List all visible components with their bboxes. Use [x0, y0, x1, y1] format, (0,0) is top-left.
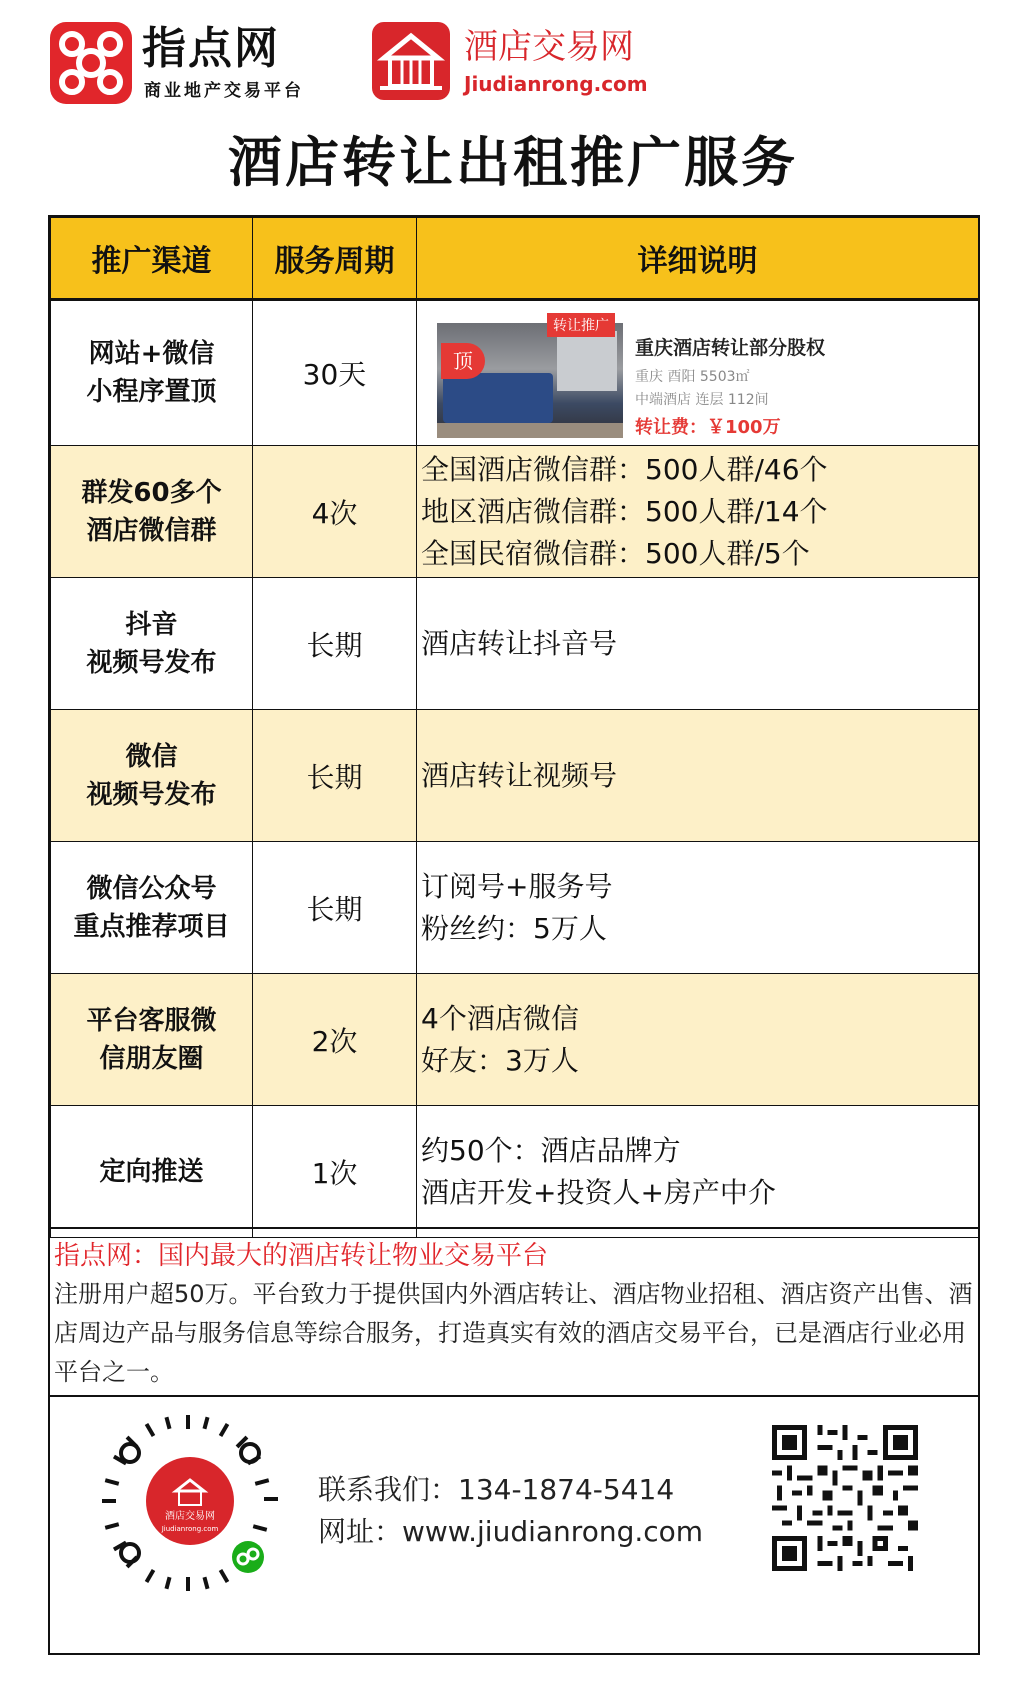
detail-cell [417, 710, 979, 842]
channel-line: 酒店微信群 [86, 515, 217, 546]
service-table-frame [48, 215, 980, 1655]
contact-website[interactable]: 网址：www.jiudianrong.com [318, 1515, 704, 1548]
intro-body: 注册用户超50万。平台致力于提供国内外酒店转让、酒店物业招租、酒店资产出售、酒店周边产品与服务信息等综合服务，打造真实有效的酒店交易平台，已是酒店行业必用平台之一。 [54, 1280, 973, 1386]
platform-intro [50, 1227, 978, 1397]
brand1-tagline: 商业地产交易平台 [144, 81, 304, 101]
brand2-url: Jiudianrong.com [464, 72, 648, 96]
photo-window [557, 331, 617, 391]
channel-line: 信朋友圈 [99, 1043, 204, 1074]
detail-cell [417, 578, 979, 710]
header-detail: 详细说明 [417, 218, 979, 300]
detail-line: 4个酒店微信 [421, 1001, 579, 1035]
detail-line: 约50个：酒店品牌方 [421, 1133, 681, 1167]
detail-line: 订阅号+服务号 [421, 869, 613, 903]
header-cycle: 服务周期 [253, 218, 417, 300]
zhidianwang-logo-icon [50, 22, 132, 104]
channel-line: 小程序置顶 [86, 377, 217, 407]
channel-cell [51, 578, 253, 710]
detail-line: 全国酒店微信群：500人群/46个 [421, 452, 828, 486]
channel-cell [51, 300, 253, 446]
service-table [50, 217, 979, 1238]
jiudianrong-logo [372, 22, 672, 104]
channel-line: 视频号发布 [86, 647, 217, 678]
cycle-cell: 30天 [253, 300, 417, 446]
detail-line: 酒店开发+投资人+房产中介 [421, 1175, 776, 1209]
table-row [51, 1106, 979, 1238]
cycle-cell: 长期 [253, 842, 417, 974]
cycle-cell: 1次 [253, 1106, 417, 1238]
table-row [51, 300, 979, 446]
detail-cell [417, 974, 979, 1106]
cycle-cell: 4次 [253, 446, 417, 578]
detail-line: 酒店转让抖音号 [421, 626, 618, 660]
listing-location: 重庆 酉阳 5503㎡ [635, 369, 750, 385]
channel-line: 视频号发布 [86, 779, 217, 810]
detail-cell [417, 842, 979, 974]
table-row [51, 710, 979, 842]
promo-tag: 转让推广 [547, 313, 615, 337]
mini-program-code[interactable] [100, 1413, 280, 1593]
channel-line: 抖音 [125, 609, 178, 640]
contact-info [318, 1469, 703, 1553]
photo-bench [443, 373, 553, 423]
listing-card[interactable] [437, 313, 978, 438]
qr-code[interactable] [772, 1425, 918, 1571]
channel-cell [51, 842, 253, 974]
listing-price: 转让费：￥100万 [635, 417, 781, 438]
page-title: 酒店转让出租推广服务 [228, 131, 798, 194]
cycle-cell: 长期 [253, 578, 417, 710]
channel-line: 微信 [125, 741, 178, 772]
detail-line: 酒店转让视频号 [421, 758, 618, 792]
channel-line: 群发60多个 [81, 477, 222, 508]
table-header-row [51, 218, 979, 300]
listing-title: 重庆酒店转让部分股权 [635, 337, 826, 359]
brand2-name: 酒店交易网 [464, 27, 634, 67]
footer [50, 1397, 978, 1653]
header-channel: 推广渠道 [51, 218, 253, 300]
channel-line: 网站+微信 [88, 339, 215, 369]
cycle-cell: 2次 [253, 974, 417, 1106]
table-row [51, 974, 979, 1106]
channel-cell [51, 446, 253, 578]
table-row [51, 842, 979, 974]
channel-line: 重点推荐项目 [73, 911, 230, 942]
channel-cell [51, 974, 253, 1106]
pinned-badge: 顶 [441, 343, 485, 379]
detail-line: 地区酒店微信群：500人群/14个 [421, 494, 828, 528]
photo-floor [437, 423, 623, 438]
channel-line: 微信公众号 [86, 873, 217, 904]
header [0, 0, 1026, 120]
brand1-name: 指点网 [142, 23, 280, 74]
mini-program-label: 酒店交易网 [165, 1511, 215, 1522]
detail-line: 粉丝约：5万人 [421, 911, 607, 945]
cycle-cell: 长期 [253, 710, 417, 842]
hotel-building-icon [372, 22, 450, 100]
zhidianwang-logo [50, 22, 340, 104]
detail-line: 好友：3万人 [421, 1043, 579, 1077]
table-row [51, 446, 979, 578]
listing-specs: 中端酒店 连层 112间 [635, 392, 769, 408]
channel-line: 平台客服微 [86, 1005, 217, 1036]
detail-cell [417, 300, 979, 446]
channel-cell [51, 1106, 253, 1238]
detail-line: 全国民宿微信群：500人群/5个 [421, 536, 810, 570]
channel-line: 定向推送 [99, 1156, 204, 1187]
detail-cell [417, 446, 979, 578]
detail-cell [417, 1106, 979, 1238]
contact-phone[interactable]: 联系我们：134-1874-5414 [318, 1473, 675, 1506]
channel-cell [51, 710, 253, 842]
hotel-photo [437, 323, 623, 438]
mini-program-url: Jiudianrong.com [161, 1525, 219, 1533]
intro-headline: 指点网：国内最大的酒店转让物业交易平台 [54, 1241, 549, 1271]
table-row [51, 578, 979, 710]
